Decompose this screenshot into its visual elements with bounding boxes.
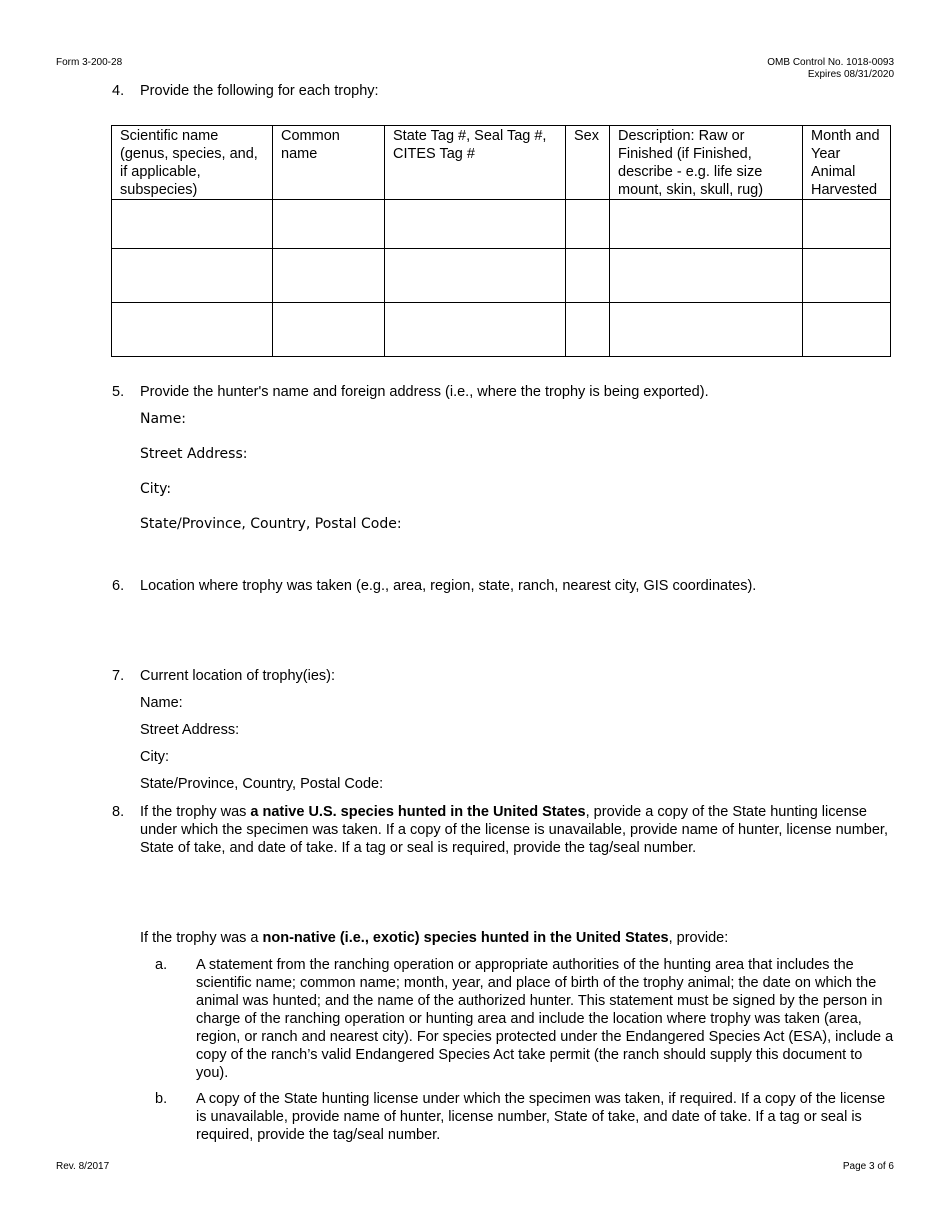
header-common-name: Common name	[273, 126, 385, 200]
trophy-table	[111, 125, 891, 357]
table-cell[interactable]	[273, 200, 385, 249]
table-cell[interactable]	[803, 249, 891, 303]
item7-text: Current location of trophy(ies):	[140, 668, 336, 684]
table-cell[interactable]	[385, 249, 566, 303]
item4-number: 4.	[112, 83, 125, 99]
table-cell[interactable]	[610, 303, 803, 357]
trophy-table-header	[112, 126, 891, 200]
table-cell[interactable]	[112, 303, 273, 357]
header-month-year: Month and Year Animal Harvested	[803, 126, 891, 200]
item5-number: 5.	[112, 384, 125, 400]
location-city-label[interactable]: City:	[140, 749, 169, 765]
omb-control	[767, 57, 894, 81]
item8-number: 8.	[112, 804, 125, 820]
table-cell[interactable]	[803, 303, 891, 357]
subitem-a-letter: a.	[155, 957, 168, 973]
header-scientific-name: Scientific name (genus, species, and, if applicable, subspecies)	[112, 126, 273, 200]
header-tag-numbers: State Tag #, Seal Tag #, CITES Tag #	[385, 126, 566, 200]
table-cell[interactable]	[566, 303, 610, 357]
table-cell[interactable]	[566, 249, 610, 303]
table-cell[interactable]	[385, 303, 566, 357]
table-cell[interactable]	[610, 249, 803, 303]
table-cell[interactable]	[610, 200, 803, 249]
item8-paragraph	[140, 803, 895, 857]
nonnative-bold: non-native (i.e., exotic) species hunted in the United States	[262, 930, 669, 946]
table-row	[112, 200, 891, 249]
item6-number: 6.	[112, 578, 125, 594]
item8-pre: If the trophy was	[140, 804, 251, 820]
hunter-city-label[interactable]: City:	[140, 481, 172, 497]
hunter-name-label[interactable]: Name:	[140, 411, 187, 427]
location-street-label[interactable]: Street Address:	[140, 722, 240, 738]
subitem-b-letter: b.	[155, 1091, 168, 1107]
subitem-a-text: A statement from the ranching operation or appropriate authorities of the hunting area that includes the scientific name; common name; month, year, and place of birth of the trophy animal; the date on which the animal was hunted; and the name of the authorized hunter. This statement must be signed by the person in charge of the ranching operation or hunting area and include the location where trophy was taken (area, region, or ranch and nearest city). For species protected under the Endangered Species Act (ESA), include a copy of the ranch’s valid Endangered Species Act take permit (the ranch should supply this document to you).	[196, 957, 894, 1081]
revision-date: Rev. 8/2017	[56, 1161, 110, 1172]
nonnative-pre: If the trophy was a	[140, 930, 263, 946]
item7-number: 7.	[112, 668, 125, 684]
item8-bold: a native U.S. species hunted in the United States	[250, 804, 586, 820]
item4-text: Provide the following for each trophy:	[140, 83, 379, 99]
table-row	[112, 249, 891, 303]
table-cell[interactable]	[112, 200, 273, 249]
table-cell[interactable]	[566, 200, 610, 249]
page-number: Page 3 of 6	[842, 1161, 894, 1172]
header-sex: Sex	[566, 126, 610, 200]
hunter-street-label[interactable]: Street Address:	[140, 446, 248, 462]
hunter-state-label[interactable]: State/Province, Country, Postal Code:	[140, 516, 402, 532]
omb-control-number: OMB Control No. 1018-0093	[767, 57, 894, 68]
item5-text: Provide the hunter's name and foreign address (i.e., where the trophy is being exported).	[140, 384, 709, 400]
nonnative-post: , provide:	[668, 930, 729, 946]
subitem-b-text: A copy of the State hunting license under which the specimen was taken, if required. If a copy of the license is unavailable, provide name of hunter, license number, State of take, and date of take. If a tag or seal is required, provide the tag/seal number.	[196, 1091, 886, 1143]
table-cell[interactable]	[273, 249, 385, 303]
table-row	[112, 303, 891, 357]
item6-text: Location where trophy was taken (e.g., area, region, state, ranch, nearest city, GIS coordinates).	[140, 578, 757, 594]
header-description: Description: Raw or Finished (if Finished, describe - e.g. life size mount, skin, skull, rug)	[610, 126, 803, 200]
table-cell[interactable]	[803, 200, 891, 249]
expiration-date: Expires 08/31/2020	[807, 69, 894, 80]
nonnative-paragraph	[140, 929, 895, 947]
location-state-label[interactable]: State/Province, Country, Postal Code:	[140, 776, 384, 792]
table-cell[interactable]	[112, 249, 273, 303]
table-cell[interactable]	[385, 200, 566, 249]
item8-post: , provide a copy of the State hunting license under which the specimen was taken. If a copy of the license is unavailable, provide name of hunter, license number, State of take, and date of take. If a tag or seal is required, provide the tag/seal number.	[140, 804, 888, 856]
form-number: Form 3-200-28	[56, 57, 123, 68]
table-cell[interactable]	[273, 303, 385, 357]
location-name-label[interactable]: Name:	[140, 695, 183, 711]
